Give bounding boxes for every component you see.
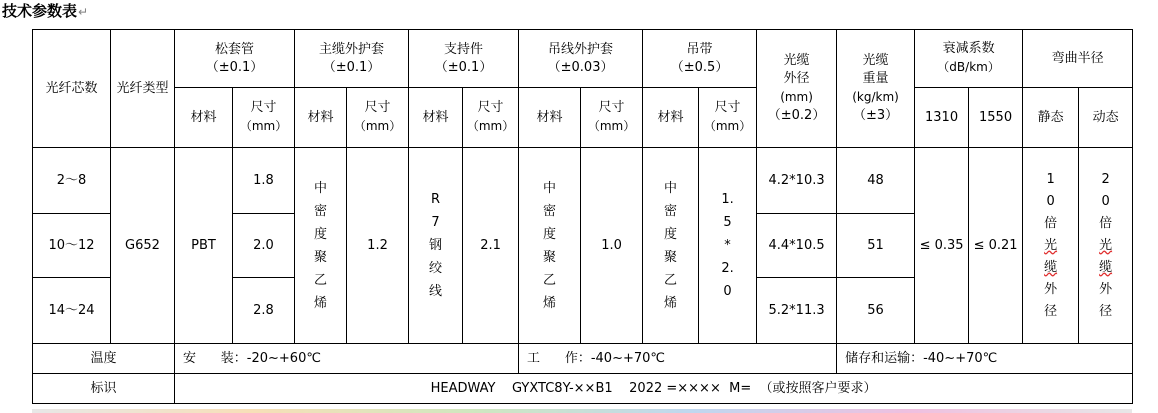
bend-dynamic-cell [1079, 148, 1133, 344]
fiber-type-cell: G652 [111, 148, 175, 344]
work-temperature: 工 作：-40~+70℃ [519, 344, 837, 374]
header-support: 支持件 （±0.1） [409, 30, 519, 88]
fiber-count-cell: 10～12 [33, 214, 111, 278]
header-belt-size: 尺寸 （mm） [699, 88, 757, 148]
header-row-1 [33, 30, 1133, 88]
header-loose-tube: 松套管 （±0.1） [175, 30, 295, 88]
header-tube-material: 材料 [175, 88, 233, 148]
header-fiber-type: 光纤类型 [111, 30, 175, 148]
page-title: 技术参数表↵ [2, 2, 89, 20]
sheath-material-cell [295, 148, 347, 344]
header-support-size: 尺寸 （mm） [463, 88, 519, 148]
weight-cell: 51 [837, 214, 915, 278]
header-hang-sheath: 吊线外护套 （±0.03） [519, 30, 643, 88]
header-main-sheath: 主缆外护套 （±0.1） [295, 30, 409, 88]
header-belt-material: 材料 [643, 88, 699, 148]
header-hang-size: 尺寸 （mm） [581, 88, 643, 148]
header-tube-size: 尺寸 （mm） [233, 88, 295, 148]
att-1550-cell: ≤ 0.21 [969, 148, 1023, 344]
header-hang-belt: 吊带 （±0.5） [643, 30, 757, 88]
vertical-text: 中 密 度 聚 乙 烯 [664, 180, 678, 311]
table-row [33, 148, 1133, 214]
marking-label: 标识 [33, 374, 175, 404]
header-sheath-material: 材料 [295, 88, 347, 148]
belt-size-cell [699, 148, 757, 344]
marking-value: HEADWAY GYXTC8Y-××B1 2022 =×××× M= （或按照客户要求） [175, 374, 1133, 404]
fiber-count-cell: 14～24 [33, 278, 111, 344]
outer-diameter-cell: 5.2*11.3 [757, 278, 837, 344]
temperature-row [33, 344, 1133, 374]
header-attenuation: 衰减系数 （dB/km） [915, 30, 1023, 88]
vertical-text: 中 密 度 聚 乙 烯 [543, 180, 557, 311]
header-hang-material: 材料 [519, 88, 581, 148]
header-support-material: 材料 [409, 88, 463, 148]
vertical-text: 1.5 * 2.0 [721, 192, 734, 299]
tube-size-cell: 1.8 [233, 148, 295, 214]
outer-diameter-cell: 4.2*10.3 [757, 148, 837, 214]
header-att-1550: 1550 [969, 88, 1023, 148]
hang-material-cell [519, 148, 581, 344]
header-weight: 光缆 重量 (kg/km) （±3） [837, 30, 915, 148]
header-fiber-count: 光纤芯数 [33, 30, 111, 148]
vertical-text: 20 倍 光 缆 外 径 [1099, 171, 1113, 319]
outer-diameter-cell: 4.4*10.5 [757, 214, 837, 278]
tube-size-cell: 2.0 [233, 214, 295, 278]
header-row-2 [33, 88, 1133, 148]
vertical-text: 中 密 度 聚 乙 烯 [314, 180, 328, 311]
support-size-cell: 2.1 [463, 148, 519, 344]
vertical-text: 10 倍 光 缆 外 径 [1044, 171, 1058, 319]
belt-material-cell [643, 148, 699, 344]
marking-row [33, 374, 1133, 404]
support-material-cell [409, 148, 463, 344]
page-edge-strip [32, 409, 1132, 413]
header-bend-radius: 弯曲半径 [1023, 30, 1133, 88]
hang-size-cell: 1.0 [581, 148, 643, 344]
header-bend-dynamic: 动态 [1079, 88, 1133, 148]
header-sheath-size: 尺寸 （mm） [347, 88, 409, 148]
att-1310-cell: ≤ 0.35 [915, 148, 969, 344]
weight-cell: 56 [837, 278, 915, 344]
bend-static-cell [1023, 148, 1079, 344]
weight-cell: 48 [837, 148, 915, 214]
temperature-label: 温度 [33, 344, 175, 374]
tube-material-cell: PBT [175, 148, 233, 344]
vertical-text: R7 钢 绞 线 [429, 192, 443, 299]
storage-temperature: 储存和运输：-40~+70℃ [837, 344, 1133, 374]
tube-size-cell: 2.8 [233, 278, 295, 344]
spec-table [32, 29, 1133, 404]
sheath-size-cell: 1.2 [347, 148, 409, 344]
header-att-1310: 1310 [915, 88, 969, 148]
fiber-count-cell: 2～8 [33, 148, 111, 214]
header-bend-static: 静态 [1023, 88, 1079, 148]
header-outer-diameter: 光缆 外径 (mm) （±0.2） [757, 30, 837, 148]
install-temperature: 安 装：-20~+60℃ [175, 344, 519, 374]
